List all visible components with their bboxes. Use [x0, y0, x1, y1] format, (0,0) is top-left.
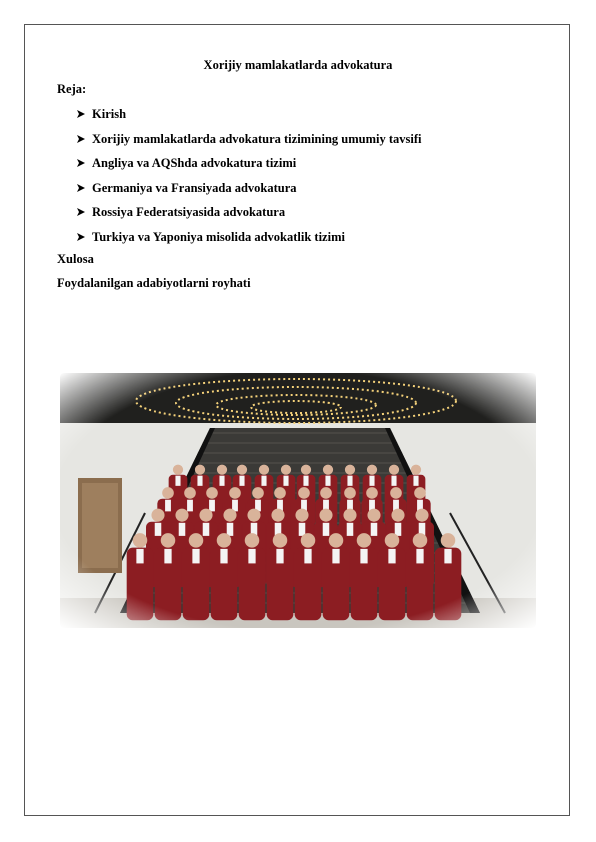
- group-photo: [60, 373, 536, 628]
- group-photo-illustration: [60, 373, 536, 628]
- arrow-bullet-icon: [76, 183, 92, 193]
- plan-item: [76, 225, 422, 250]
- plan-item: [76, 200, 422, 225]
- references-heading: Foydalanilgan adabiyotlarni royhati: [57, 276, 251, 290]
- arrow-bullet-icon: [76, 207, 92, 217]
- plan-item: [76, 151, 422, 176]
- arrow-bullet-icon: [76, 109, 92, 119]
- arrow-bullet-icon: [76, 232, 92, 242]
- plan-item-label: Kirish: [92, 107, 127, 121]
- plan-item-label: Germaniya va Fransiyada advokatura: [92, 180, 297, 195]
- plan-item-label: Turkiya va Yaponiya misolida advokatlik tizimi: [92, 229, 345, 244]
- plan-item: [76, 102, 422, 127]
- plan-item-label: Rossiya Federatsiyasida advokatura: [92, 205, 286, 219]
- arrow-bullet-icon: [76, 158, 92, 168]
- plan-list: [76, 102, 422, 249]
- arrow-bullet-icon: [76, 134, 92, 144]
- plan-item: [76, 127, 422, 152]
- conclusion-heading: Xulosa: [57, 252, 94, 266]
- plan-item: [76, 176, 422, 201]
- plan-heading: Reja:: [57, 82, 87, 96]
- plan-item-label: Angliya va AQShda advokatura tizimi: [92, 156, 297, 170]
- document-title: Xorijiy mamlakatlarda advokatura: [203, 58, 393, 72]
- plan-item-label: Xorijiy mamlakatlarda advokatura tizimining umumiy tavsifi: [92, 131, 422, 146]
